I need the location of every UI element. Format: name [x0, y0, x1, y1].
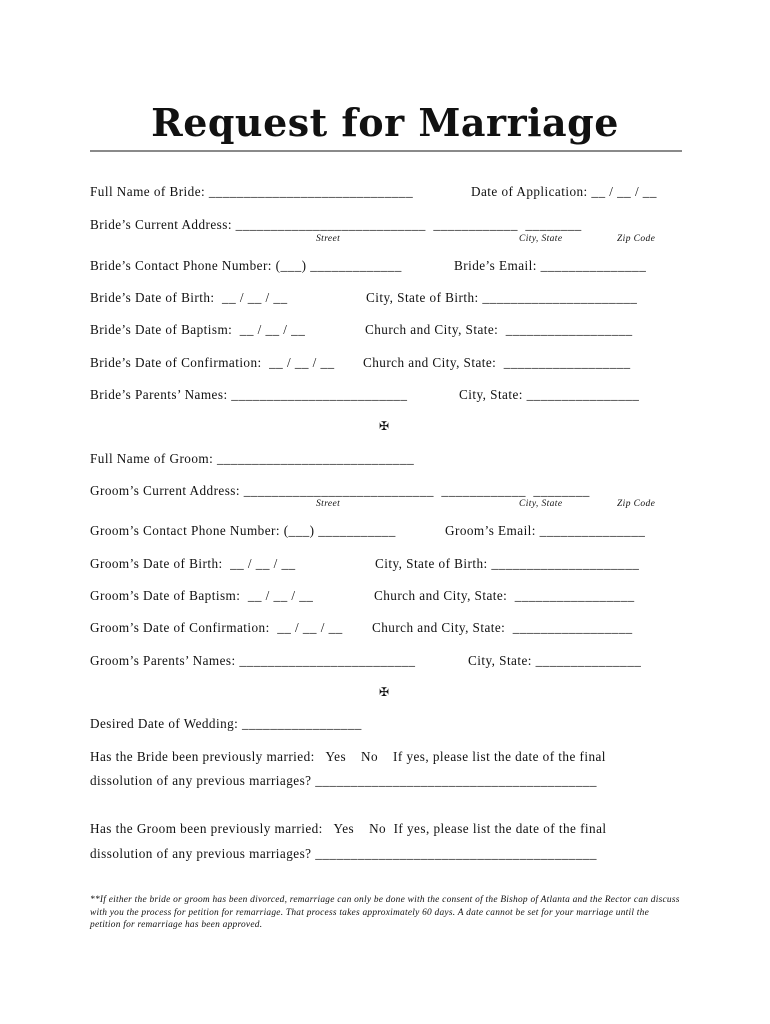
groom-address-street-caption: Street — [316, 499, 341, 509]
groom-baptism-church-field[interactable]: Church and City, State: _________________ — [374, 588, 635, 603]
bride-baptism-church-field[interactable]: Church and City, State: __________________ — [365, 322, 633, 337]
groom-dob-field[interactable]: Groom’s Date of Birth: __ / __ / __ — [90, 556, 296, 571]
bride-address-field[interactable]: Bride’s Current Address: ___________________________ ____________ ________ — [90, 217, 582, 232]
bride-address-zip-caption: Zip Code — [617, 234, 656, 244]
divorce-footnote: **If either the bride or groom has been divorced, remarriage can only be done with the consent of the Bishop of Atlanta and the Rector can discuss with you the process for petition for remarriage. That process takes approximately 60 days. A date cannot be set for your marriage until the petition for remarriage has been approved. — [90, 895, 680, 930]
groom-dissolution-field[interactable]: dissolution of any previous marriages? ________________________________________ — [90, 846, 597, 861]
groom-email-field[interactable]: Groom’s Email: _______________ — [445, 523, 646, 538]
bride-address-city-caption: City, State — [519, 234, 563, 244]
bride-email-field[interactable]: Bride’s Email: _______________ — [454, 258, 647, 273]
groom-confirmation-church-field[interactable]: Church and City, State: _________________ — [372, 620, 633, 635]
bride-parents-names-field[interactable]: Bride’s Parents’ Names: _________________________ — [90, 387, 408, 402]
bride-birth-place-field[interactable]: City, State of Birth: ______________________ — [366, 290, 638, 305]
groom-birth-place-field[interactable]: City, State of Birth: _____________________ — [375, 556, 640, 571]
date-of-application-field[interactable]: Date of Application: __ / __ / __ — [471, 184, 657, 199]
page-title: Request for Marriage — [151, 100, 619, 145]
groom-confirmation-date-field[interactable]: Groom’s Date of Confirmation: __ / __ / __ — [90, 620, 343, 635]
cross-divider-icon: ✠ — [379, 419, 390, 433]
bride-previously-married-question[interactable]: Has the Bride been previously married: Yes No If yes, please list the date of the final — [90, 749, 606, 764]
groom-address-zip-caption: Zip Code — [617, 499, 656, 509]
groom-address-field[interactable]: Groom’s Current Address: ___________________________ ____________ ________ — [90, 483, 590, 498]
bride-confirmation-date-field[interactable]: Bride’s Date of Confirmation: __ / __ / __ — [90, 355, 335, 370]
groom-phone-field[interactable]: Groom’s Contact Phone Number: (___) ___________ — [90, 523, 396, 538]
groom-parents-city-field[interactable]: City, State: _______________ — [468, 653, 642, 668]
groom-baptism-date-field[interactable]: Groom’s Date of Baptism: __ / __ / __ — [90, 588, 314, 603]
cross-divider-icon: ✠ — [379, 685, 390, 699]
desired-wedding-date-field[interactable]: Desired Date of Wedding: _________________ — [90, 716, 362, 731]
groom-previously-married-question[interactable]: Has the Groom been previously married: Yes No If yes, please list the date of the final — [90, 821, 607, 836]
bride-phone-field[interactable]: Bride’s Contact Phone Number: (___) _____________ — [90, 258, 402, 273]
groom-full-name-field[interactable]: Full Name of Groom: ____________________________ — [90, 451, 415, 466]
bride-confirmation-church-field[interactable]: Church and City, State: __________________ — [363, 355, 631, 370]
bride-dissolution-field[interactable]: dissolution of any previous marriages? ________________________________________ — [90, 773, 597, 788]
title-divider — [90, 150, 682, 152]
bride-address-street-caption: Street — [316, 234, 341, 244]
bride-baptism-date-field[interactable]: Bride’s Date of Baptism: __ / __ / __ — [90, 322, 306, 337]
bride-parents-city-field[interactable]: City, State: ________________ — [459, 387, 640, 402]
bride-dob-field[interactable]: Bride’s Date of Birth: __ / __ / __ — [90, 290, 288, 305]
bride-full-name-field[interactable]: Full Name of Bride: _____________________________ — [90, 184, 414, 199]
groom-parents-names-field[interactable]: Groom’s Parents’ Names: _________________________ — [90, 653, 416, 668]
groom-address-city-caption: City, State — [519, 499, 563, 509]
